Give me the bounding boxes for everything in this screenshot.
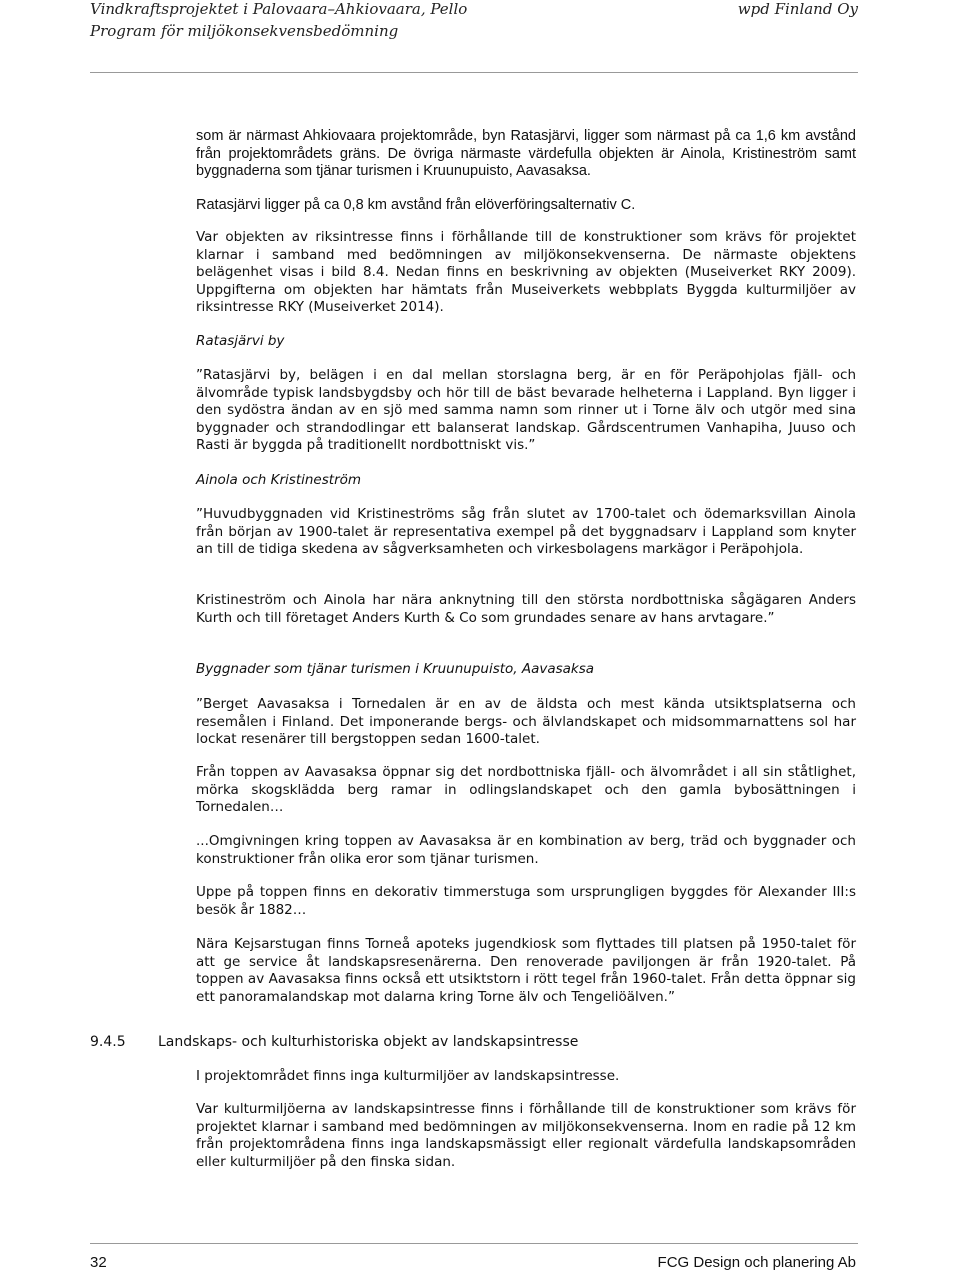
quote-aavasaksa-2: Från toppen av Aavasaksa öppnar sig det nordbottniska fjäll- och älvområdet i all sin ståtlighet, mörka skogsklädda berg ramar in odlingslandskapet och den gamla bybosättningen i Tornedalen…	[196, 764, 856, 815]
quote-ratasjarvi: ”Ratasjärvi by, belägen i en dal mellan storslagna berg, är en för Peräpohjolas fjäll- och älvområde typisk landsbygdsby och hör till de bäst bevarade helheterna i Lappland. Byn ligger i den sydöstra ändan av en sjö med samma namn som rinner ut i Torne älv och utgör med sina byggnader och strandodlingar ett balanserat landskap. Gårdscentrumen Vanhapiha, Juuso och Rasti är byggda på traditionellt nordbottniskt vis.”	[196, 367, 856, 453]
paragraph-no-landscape-objects: I projektområdet finns inga kulturmiljöer av landskapsintresse.	[196, 1068, 620, 1084]
subheading-aavasaksa: Byggnader som tjänar turismen i Kruunupuisto, Aavasaksa	[196, 661, 595, 677]
footer-company: FCG Design och planering Ab	[657, 1254, 856, 1271]
section-title: Landskaps- och kulturhistoriska objekt av landskapsintresse	[158, 1034, 579, 1050]
page-number: 32	[90, 1254, 107, 1271]
paragraph-ratasjarvi-distance: Ratasjärvi ligger på ca 0,8 km avstånd från elöverföringsalternativ C.	[196, 197, 636, 213]
header-company: wpd Finland Oy	[737, 0, 858, 18]
quote-aavasaksa-4: Uppe på toppen finns en dekorativ timmerstuga som ursprungligen byggdes för Alexander III:s besök år 1882…	[196, 884, 856, 918]
paragraph-objects-location: Var objekten av riksintresse finns i förhållande till de konstruktioner som krävs för projektet klarnar i samband med bedömningen av miljökonsekvenserna. De närmaste objektens belägenhet visas i bild 8.4. Nedan finns en beskrivning av objekten (Museiverket RKY 2009). Uppgifterna om objekten har hämtats från Museiverkets webbplats Byggda kulturmiljöer av riksintresse RKY (Museiverket 2014).	[196, 229, 856, 315]
subheading-ainola: Ainola och Kristineström	[196, 472, 362, 488]
footer-divider	[90, 1243, 858, 1244]
header-program-title: Program för miljökonsekvensbedömning	[90, 22, 399, 40]
quote-aavasaksa-5: Nära Kejsarstugan finns Torneå apoteks jugendkiosk som flyttades till platsen på 1950-talet för att ge service åt landskapsresenärerna. Den renoverade paviljongen är från 1920-talet. På toppen av Aavasaksa finns också ett utsiktstorn i rött tegel från 1960-talet. Från detta öppnar sig ett panoramalandskap mot dalarna kring Torne älv och Tengeliöälven.”	[196, 936, 856, 1005]
header-project-title: Vindkraftsprojektet i Palovaara–Ahkiovaara, Pello	[90, 0, 468, 18]
paragraph-intro: som är närmast Ahkiovaara projektområde, byn Ratasjärvi, ligger som närmast på ca 1,6 km avstånd från projektområdets gräns. De övriga närmaste värdefulla objekten är Ainola, Kristineström samt byggnaderna som tjänar turismen i Kruunupuisto, Aavasaksa.	[196, 128, 856, 179]
quote-ainola-1: ”Huvudbyggnaden vid Kristineströms såg från slutet av 1700-talet och ödemarksvillan Ainola från början av 1900-talet är representativa exempel på det byggnadsarv i Lappland som knyter an till de tidiga skedena av sågverksamheten och virkesbolagens markägor i Peräpohjola.	[196, 506, 856, 557]
header-divider	[90, 72, 858, 73]
quote-aavasaksa-3: ...Omgivningen kring toppen av Aavasaksa är en kombination av berg, träd och byggnader och konstruktioner från olika eror som tjänar turismen.	[196, 833, 856, 867]
quote-aavasaksa-1: ”Berget Aavasaksa i Tornedalen är en av de äldsta och mest kända utsiktsplatserna och resemålen i Finland. Det imponerande bergs- och älvlandskapet och midsommarnattens sol har lockat resenärer till bergstoppen sedan 1600-talet.	[196, 696, 856, 747]
section-number: 9.4.5	[90, 1034, 126, 1050]
quote-ainola-2: Kristineström och Ainola har nära anknytning till den största nordbottniska sågägaren Anders Kurth och till företaget Anders Kurth & Co som grundades senare av hans arvtagare.”	[196, 592, 856, 626]
paragraph-landscape-radius: Var kulturmiljöerna av landskapsintresse finns i förhållande till de konstruktioner som krävs för projektet klarnar i samband med bedömningen av miljökonsekvenserna. Inom en radie på 12 km från projektområdena finns inga landskapsmässigt eller regionalt värdefulla landskapsområden eller kulturmiljöer på den finska sidan.	[196, 1101, 856, 1170]
subheading-ratasjarvi: Ratasjärvi by	[196, 333, 285, 349]
